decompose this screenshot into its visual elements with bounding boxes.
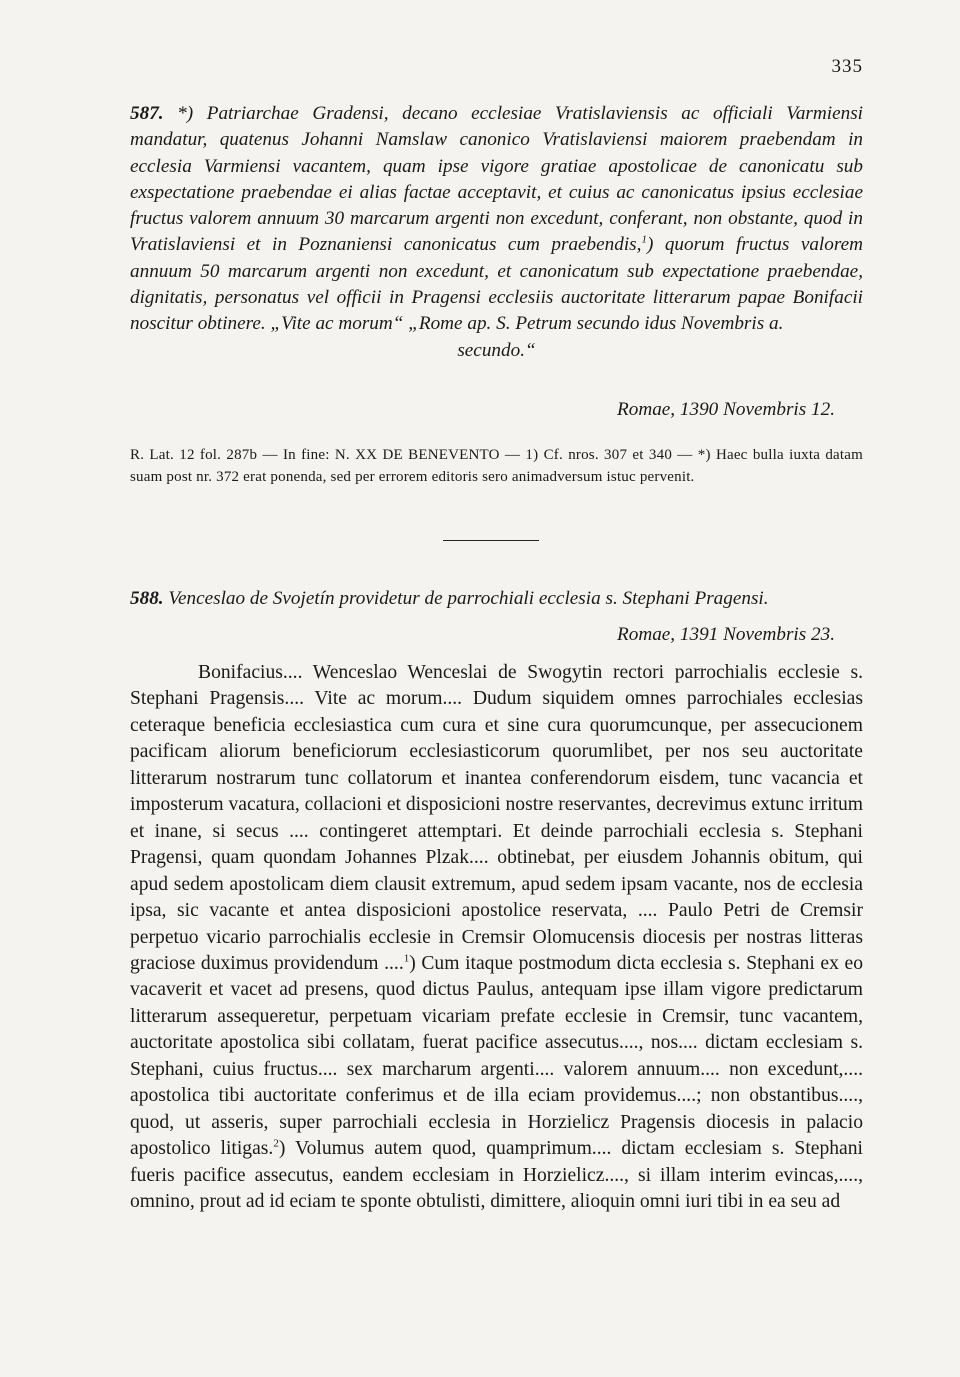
page-number: 335 (831, 56, 863, 77)
entry-number: 587. (130, 103, 164, 124)
entry-date: Romae, 1391 Novembris 23. (617, 624, 835, 645)
entry-587-regest (130, 101, 863, 364)
entry-number: 588. (130, 588, 164, 609)
regest-text: *) Patriarchae Gradensi, decano ecclesiae Vratislaviensis ac officiali Varmiensi mandatur, quatenus Johanni Namslaw canonico Vratislaviensi maiorem praebendam in ecclesia Varmiensi vacantem, quam ipse vigore gratiae apostolicae de canonicatu sub exspectatione praebendae ei alias factae acceptavit, et cuius ac canonicatus ipsius ecclesiae fructus valorem annuum 30 marcarum argenti non excedunt, conferant, non obstante, quod in Vratislaviensi et in Poznaniensi canonicatus cum praebendis, (130, 103, 863, 256)
entry-588-body (130, 660, 863, 1216)
footnote-ref: 1 (403, 952, 410, 965)
footnote-ref: 1 (641, 234, 647, 247)
body-text: ) Cum itaque postmodum dicta ecclesia s. Stephani ex eo vacaverit et vacet ad presens, quod dictus Paulus, antequam ipse illam vigore predictarum litterarum assequeretur, perpetuam vicariam prefate ecclesie in Cremsir, tunc vacantem, auctoritate apostolica sibi collatam, fuerat pacifice assecutus...., nos.... dictam ecclesiam s. Stephani, cuius fructus.... sex marcharum argenti.... valorem annuum.... non excedunt,.... apostolica tibi auctoritate conferimus et de illa eciam providemus....; non obstantibus...., quod, ut asseris, super parrochiali ecclesia in Horzielicz Pragensis diocesis in palacio apostolico litigas. (130, 952, 863, 1160)
body-text: Bonifacius.... Wenceslao Wenceslai de Swogytin rectori parrochialis ecclesie s. Stephani Pragensis.... Vite ac morum.... Dudum siquidem omnes parrochiales ecclesias ceteraque beneficia ecclesiastica cum cura et sine cura quorumcunque, per assecucionem pacificam aliorum beneficiorum ecclesiasticorum quorumlibet, per nos seu auctoritate litterarum nostrarum tunc collatorum et inantea conferendorum eisdem, tunc vacancia et imposterum vacatura, collacioni et disposicioni nostre reservantes, decrevimus extunc irritum et inane, si secus .... contingeret attemptari. Et deinde parrochiali ecclesia s. Stephani Pragensi, quam quondam Johannes Plzak.... obtinebat, per eiusdem Johannis obitum, qui apud sedem apostolicam diem clausit extremum, apud sedem ipsam vacante, nos de ecclesia ipsa, sic vacante et antea disposicioni apostolice reservata, .... Paulo Petri de Cremsir perpetuo vicario parrochialis ecclesie in Cremsir Olomucensis diocesis per nostras litteras graciose duximus providendum .... (130, 662, 863, 974)
regest-text-continued: ) quorum fructus valorem annuum 50 marcarum argenti non excedunt, et canonicatum sub expectatione praebendae, dignitatis, personatus vel officii in Pragensi ecclesiis auctoritate litterarum papae Bonifacii noscitur obtinere. „Vite ac morum“ „Rome ap. S. Petrum secundo idus Novembris a. (130, 234, 863, 335)
footnote-ref: 2 (273, 1137, 279, 1150)
source-notes: R. Lat. 12 fol. 287b — In fine: N. XX DE BENEVENTO — 1) Cf. nros. 307 et 340 — *) Haec bulla iuxta datam suam post nr. 372 erat ponenda, sed per errorem editoris sero animadversum istuc pervenit. (130, 447, 863, 485)
entry-588-title (130, 586, 863, 612)
entry-title-text: Venceslao de Svojetín providetur de parrochiali ecclesia s. Stephani Pragensi. (163, 588, 769, 609)
entry-date: Romae, 1390 Novembris 12. (617, 399, 835, 420)
separator-rule (443, 540, 539, 541)
regest-last-line: secundo.“ (457, 339, 536, 361)
body-text: ) Volumus autem quod, quamprimum.... dictam ecclesiam s. Stephani fueris pacifice assecutus, eandem ecclesiam in Horzielicz...., si illam interim evincas,...., omnino, prout ad id eciam te sponte obtulisti, dimittere, alioquin omni iuri tibi in ea seu ad (130, 1138, 863, 1213)
